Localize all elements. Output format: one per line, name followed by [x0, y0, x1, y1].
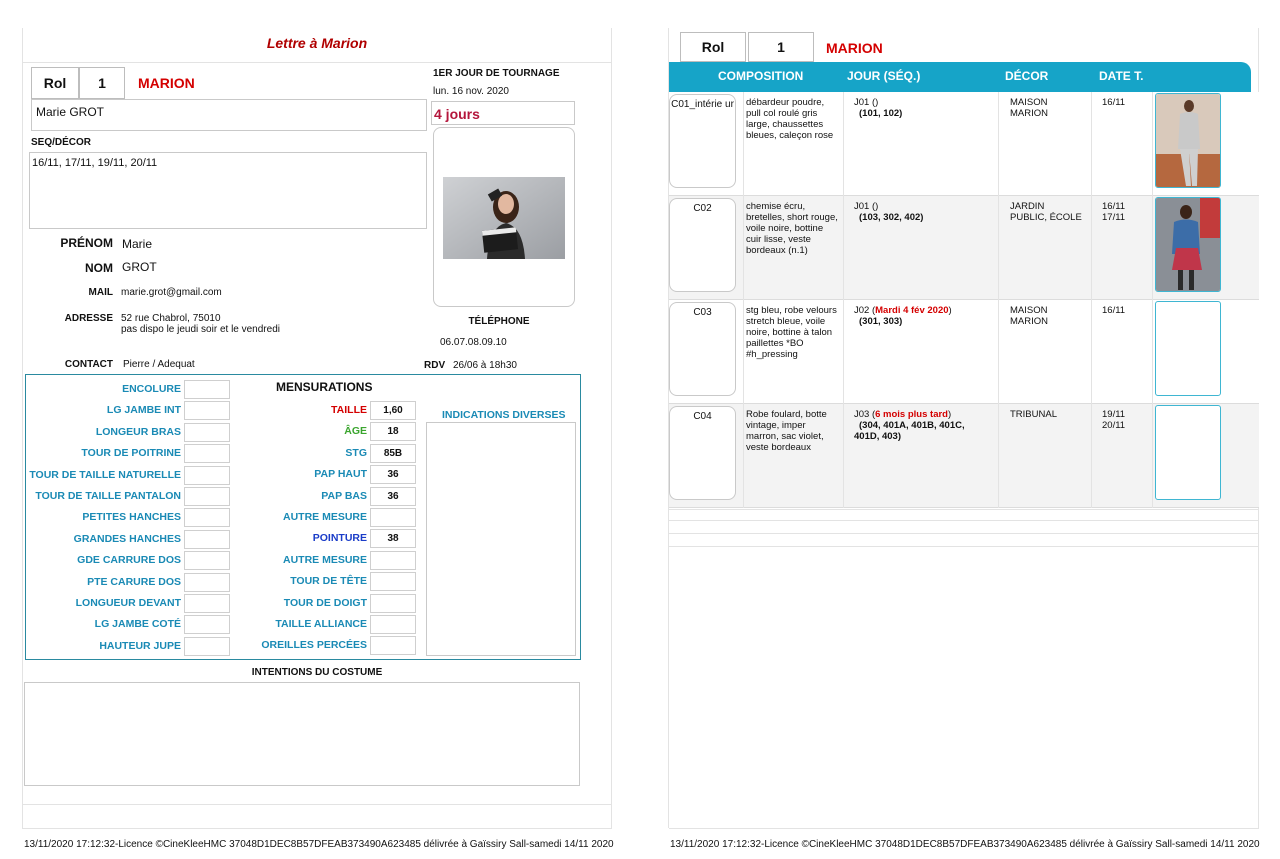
costume-date: 16/11: [1102, 305, 1126, 316]
rol-number: 1: [79, 67, 125, 99]
measure-field[interactable]: [184, 530, 230, 549]
costume-photo-frame[interactable]: [1155, 301, 1221, 396]
costume-photo: [1156, 94, 1221, 188]
mail-value: marie.grot@gmail.com: [121, 287, 222, 298]
measure-label: TOUR DE TÊTE: [290, 575, 367, 588]
intentions-title: INTENTIONS DU COSTUME: [251, 667, 383, 678]
column-separator: [1152, 196, 1153, 300]
actor-name: Marie GROT: [36, 105, 105, 119]
jour-day: J02 (: [854, 305, 876, 316]
measure-field[interactable]: [370, 615, 416, 634]
measure-field[interactable]: [370, 594, 416, 613]
column-separator: [743, 300, 744, 404]
measure-label: ENCOLURE: [122, 383, 181, 395]
costume-decor: MAISON MARION: [1010, 305, 1048, 327]
actor-photo-frame[interactable]: [433, 127, 575, 307]
character-name: MARION: [826, 40, 883, 56]
jour-close-paren: ): [948, 305, 952, 316]
measure-field[interactable]: [184, 444, 230, 463]
costume-photo-frame[interactable]: [1155, 197, 1221, 292]
costume-date: 19/11 20/11: [1102, 409, 1126, 431]
header-date: DATE T.: [1099, 69, 1144, 83]
seq-field[interactable]: [29, 152, 427, 229]
divider: [22, 62, 612, 63]
measure-label: LG JAMBE INT: [106, 404, 181, 417]
measure-label: STG: [345, 446, 367, 459]
first-day-label: 1ER JOUR DE TOURNAGE: [433, 68, 560, 79]
measure-label: ÂGE: [344, 425, 367, 438]
jour-note: Mardi 4 fév 2020: [875, 305, 949, 316]
divider: [669, 509, 1259, 510]
jour-close-paren: ): [947, 409, 952, 420]
header-jour: JOUR (SÉQ.): [847, 69, 921, 83]
measure-field[interactable]: [184, 487, 230, 506]
column-separator: [843, 196, 844, 300]
divider: [22, 804, 612, 805]
indications-title: INDICATIONS DIVERSES: [442, 409, 566, 421]
column-separator: [843, 300, 844, 404]
jour-day: J03 (: [854, 409, 876, 420]
days-box: [431, 101, 575, 125]
costume-composition: débardeur poudre, pull col roulé gris large, chaussettes bleues, caleçon rose: [746, 97, 834, 141]
measure-field[interactable]: [370, 551, 416, 570]
divider: [22, 828, 612, 829]
prenom-label: PRÉNOM: [60, 236, 113, 250]
measure-field[interactable]: [184, 573, 230, 592]
mail-label: MAIL: [88, 287, 113, 298]
license-footer: 13/11/2020 17:12:32-Licence ©CineKleeHMC 37048D1DEC8B57DFEAB373490A623485 délivrée à Gaïssiry Sall-samedi 14/11 2020: [670, 839, 1260, 850]
divider: [669, 520, 1259, 521]
measure-field[interactable]: 1,60: [370, 401, 416, 420]
header-composition: COMPOSITION: [718, 69, 804, 83]
column-separator: [843, 92, 844, 196]
costume-decor: MAISON MARION: [1010, 97, 1048, 119]
costume-photo-frame[interactable]: [1155, 93, 1221, 188]
measure-label: HAUTEUR JUPE: [99, 639, 181, 652]
costume-date: 16/11: [1102, 97, 1126, 108]
jour-note: 6 mois plus tard: [875, 409, 948, 420]
measure-label: TOUR DE DOIGT: [283, 596, 367, 609]
page-border-right: [611, 28, 612, 828]
page-border-left: [22, 28, 23, 828]
jour-seq: (301, 303): [859, 316, 903, 327]
nom-value: GROT: [122, 260, 157, 274]
jour-seq: (304, 401A, 401B, 401C, 401D, 403): [854, 420, 965, 442]
measure-field[interactable]: [370, 572, 416, 591]
measure-label: AUTRE MESURE: [282, 511, 367, 523]
costume-photo: [1156, 198, 1221, 292]
measure-label: TOUR DE TAILLE NATURELLE: [29, 468, 181, 481]
column-separator: [998, 92, 999, 196]
intentions-field[interactable]: [24, 682, 580, 786]
adresse-line2: pas dispo le jeudi soir et le vendredi: [121, 324, 280, 335]
costume-date: 16/11 17/11: [1102, 201, 1126, 223]
divider: [669, 828, 1259, 829]
jour-day: J01 (): [854, 201, 879, 212]
measure-label: PTE CARURE DOS: [87, 575, 181, 588]
column-separator: [1091, 92, 1092, 196]
costume-photo-frame[interactable]: [1155, 405, 1221, 500]
measure-field[interactable]: [184, 401, 230, 420]
column-separator: [1091, 196, 1092, 300]
column-separator: [743, 196, 744, 300]
contact-label: CONTACT: [64, 359, 113, 370]
measure-field[interactable]: 36: [370, 465, 416, 484]
indications-field[interactable]: [426, 422, 576, 656]
character-name: MARION: [138, 75, 195, 91]
measure-field[interactable]: [184, 508, 230, 527]
rdv-label: RDV: [424, 360, 446, 371]
days-count: 4 jours: [434, 106, 480, 122]
measure-field[interactable]: 38: [370, 529, 416, 548]
rol-number: 1: [748, 32, 814, 62]
divider: [669, 533, 1259, 534]
measure-field[interactable]: [184, 637, 230, 656]
measure-label: AUTRE MESURE: [282, 553, 367, 566]
measure-field[interactable]: 36: [370, 487, 416, 506]
measure-label: TOUR DE POITRINE: [81, 447, 181, 460]
jour-day: J01 (): [854, 97, 879, 108]
costume-code[interactable]: C03: [669, 302, 736, 396]
measure-label: PAP HAUT: [314, 468, 367, 481]
costume-composition: Robe foulard, botte vintage, imper marron, sac violet, veste bordeaux: [746, 409, 827, 453]
costume-jour: [854, 305, 992, 327]
measure-label: TOUR DE TAILLE PANTALON: [35, 490, 181, 502]
actor-photo: [443, 177, 565, 259]
costume-composition: chemise écru, bretelles, short rouge, voile noire, bottine cuir lisse, veste bordeaux (n.1): [746, 201, 838, 256]
mensurations-title: MENSURATIONS: [276, 380, 373, 394]
column-separator: [1152, 92, 1153, 196]
column-separator: [1152, 300, 1153, 404]
adresse-label: ADRESSE: [64, 313, 113, 324]
measure-field[interactable]: [184, 551, 230, 570]
measure-label: GDE CARRURE DOS: [77, 554, 181, 567]
measure-field[interactable]: [184, 594, 230, 613]
column-separator: [1091, 300, 1092, 404]
rol-label: Rol: [680, 32, 746, 62]
measure-label: OREILLES PERCÉES: [261, 639, 367, 652]
measure-label: GRANDES HANCHES: [73, 532, 181, 545]
costume-code[interactable]: C02: [669, 198, 736, 292]
column-separator: [843, 404, 844, 508]
measure-label: PETITES HANCHES: [82, 511, 181, 524]
first-day-value: lun. 16 nov. 2020: [433, 86, 509, 97]
measure-field[interactable]: 18: [370, 422, 416, 441]
telephone-label: TÉLÉPHONE: [468, 316, 530, 327]
rdv-value: 26/06 à 18h30: [453, 360, 517, 371]
header-decor: DÉCOR: [1005, 69, 1049, 83]
measure-field[interactable]: [184, 615, 230, 634]
measure-label: TAILLE: [331, 404, 367, 416]
costume-decor: TRIBUNAL: [1010, 409, 1057, 420]
seq-label: SEQ/DÉCOR: [31, 137, 92, 148]
nom-label: NOM: [85, 261, 113, 275]
column-separator: [1091, 404, 1092, 508]
costume-code[interactable]: C04: [669, 406, 736, 500]
costume-jour: [854, 409, 992, 442]
measure-label: POINTURE: [312, 532, 367, 545]
jour-seq: (103, 302, 402): [859, 212, 924, 223]
seq-value: 16/11, 17/11, 19/11, 20/11: [32, 157, 158, 169]
costume-decor: JARDIN PUBLIC, ÉCOLE: [1010, 201, 1082, 223]
measure-field[interactable]: [184, 466, 230, 485]
column-separator: [998, 300, 999, 404]
jour-seq: (101, 102): [859, 108, 903, 119]
measure-field[interactable]: [184, 380, 230, 399]
measure-label: LONGUEUR DEVANT: [75, 597, 181, 609]
measure-label: PAP BAS: [321, 489, 367, 502]
contact-value: Pierre / Adequat: [123, 359, 195, 370]
costume-jour: [854, 201, 992, 223]
measure-label: TAILLE ALLIANCE: [275, 618, 367, 630]
page-title: Lettre à Marion: [266, 35, 368, 51]
costume-jour: [854, 97, 992, 119]
divider: [669, 546, 1259, 547]
measure-field[interactable]: [370, 508, 416, 527]
column-separator: [998, 404, 999, 508]
measure-label: LONGEUR BRAS: [95, 425, 181, 438]
prenom-value: Marie: [122, 237, 153, 251]
column-separator: [998, 196, 999, 300]
costume-code[interactable]: C01_intérie ur: [669, 94, 736, 188]
column-separator: [1152, 404, 1153, 508]
actor-name-field[interactable]: [31, 99, 427, 131]
measure-field[interactable]: [370, 636, 416, 655]
column-separator: [743, 404, 744, 508]
adresse-line1: 52 rue Chabrol, 75010: [121, 313, 221, 324]
column-separator: [743, 92, 744, 196]
license-footer: 13/11/2020 17:12:32-Licence ©CineKleeHMC 37048D1DEC8B57DFEAB373490A623485 délivrée à Gaïssiry Sall-samedi 14/11 2020: [24, 839, 614, 850]
measure-label: LG JAMBE COTÉ: [94, 618, 181, 631]
telephone-value: 06.07.08.09.10: [440, 337, 507, 348]
measure-field[interactable]: 85B: [370, 444, 416, 463]
measure-field[interactable]: [184, 423, 230, 442]
costume-composition: stg bleu, robe velours stretch bleue, voile noire, bottine à talon paillettes *BO #h_pressing: [746, 305, 837, 360]
rol-label: Rol: [31, 67, 79, 99]
